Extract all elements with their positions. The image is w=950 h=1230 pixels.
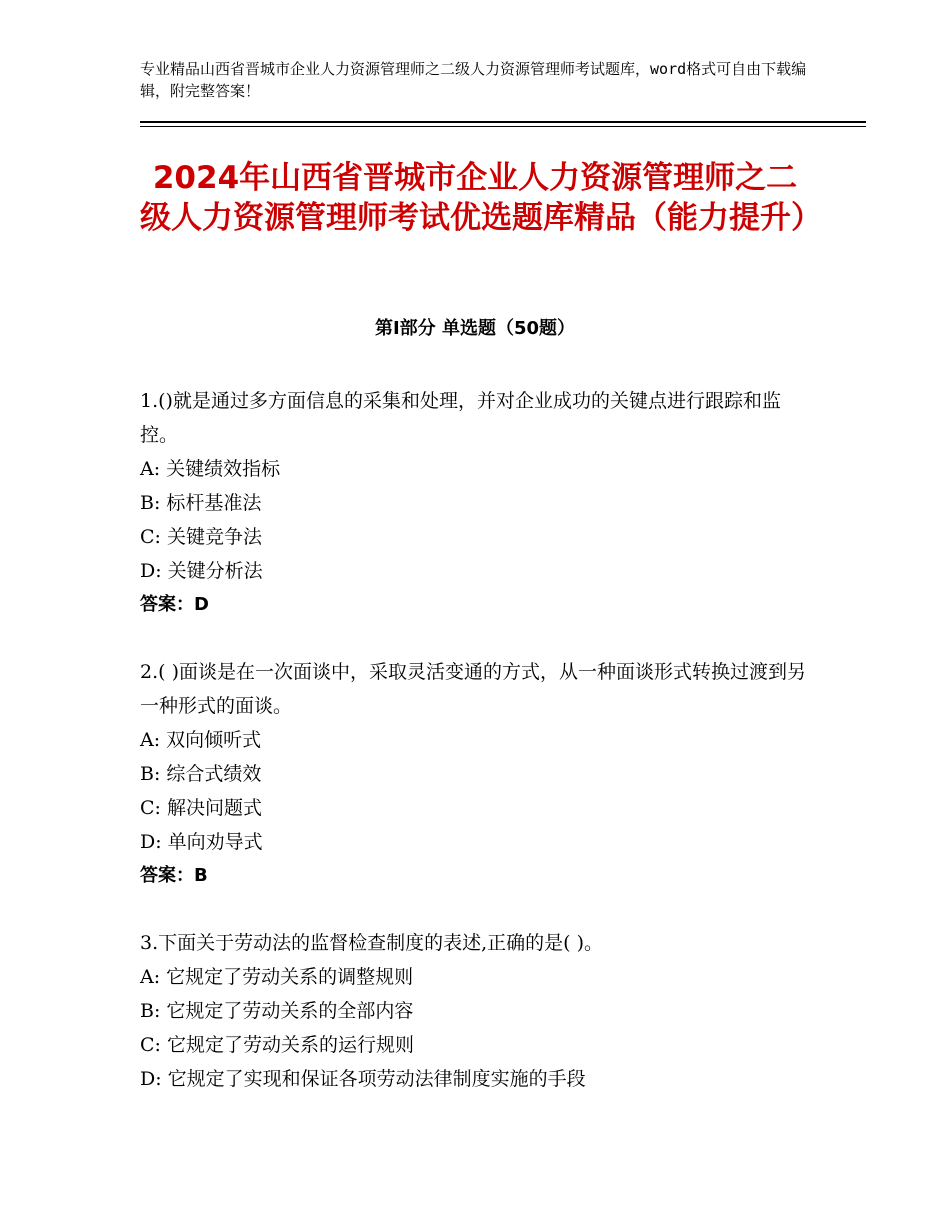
answer: 答案：D [140, 594, 209, 615]
document-title: 2024年山西省晋城市企业人力资源管理师之二级人力资源管理师考试优选题库精品（能力提升） [140, 160, 822, 236]
question-stem: 2.( )面谈是在一次面谈中，采取灵活变通的方式，从一种面谈形式转换过渡到另一种形式的面谈。 [140, 661, 806, 717]
option-a: A: 双向倾听式 [140, 729, 262, 751]
header-divider-thick [140, 121, 866, 123]
question-1 [140, 384, 810, 622]
answer: 答案：B [140, 865, 208, 886]
header-note: 专业精品山西省晋城市企业人力资源管理师之二级人力资源管理师考试题库，word格式可自由下载编辑，附完整答案！ [140, 60, 807, 100]
option-c: C: 解决问题式 [140, 797, 262, 819]
option-a: A: 关键绩效指标 [140, 458, 281, 480]
option-c: C: 它规定了劳动关系的运行规则 [140, 1034, 414, 1056]
question-3 [140, 926, 810, 1096]
question-list [140, 384, 810, 1129]
option-d: D: 单向劝导式 [140, 831, 263, 853]
option-b: B: 标杆基准法 [140, 492, 262, 514]
option-d: D: 它规定了实现和保证各项劳动法律制度实施的手段 [140, 1068, 586, 1090]
option-b: B: 它规定了劳动关系的全部内容 [140, 1000, 414, 1022]
question-stem: 1.()就是通过多方面信息的采集和处理，并对企业成功的关键点进行跟踪和监控。 [140, 390, 781, 446]
section-heading: 第Ⅰ部分 单选题（50题） [374, 318, 575, 339]
question-stem: 3.下面关于劳动法的监督检查制度的表述,正确的是( )。 [140, 932, 604, 954]
header-divider-thin [140, 126, 866, 127]
option-b: B: 综合式绩效 [140, 763, 262, 785]
question-2 [140, 655, 810, 893]
option-a: A: 它规定了劳动关系的调整规则 [140, 966, 414, 988]
option-d: D: 关键分析法 [140, 560, 263, 582]
option-c: C: 关键竞争法 [140, 526, 262, 548]
